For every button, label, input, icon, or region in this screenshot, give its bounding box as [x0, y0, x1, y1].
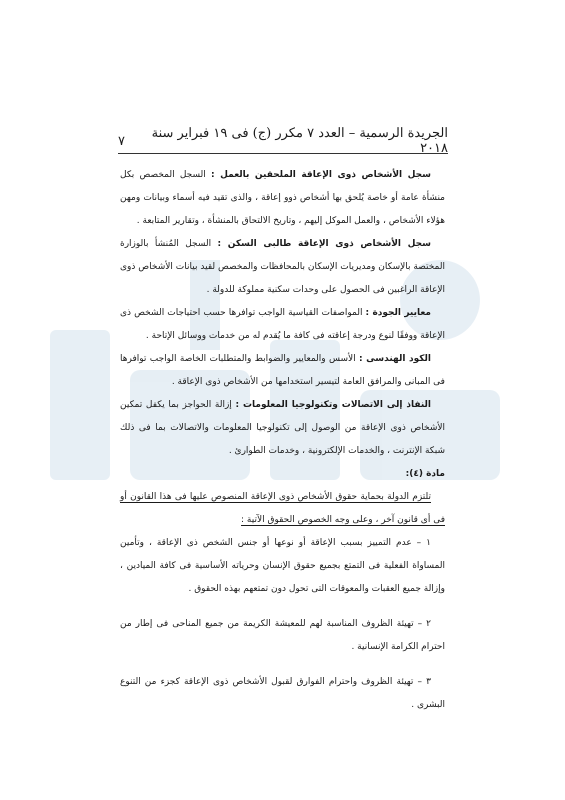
- spacer: [120, 601, 445, 613]
- article-item: ٣ – تهيئة الظروف واحترام الفوارق لقبول الأشخاص ذوى الإعاقة كجزء من التنوع البشرى .: [120, 677, 445, 710]
- definition-term: الكود الهندسى :: [358, 354, 431, 364]
- page-header: [118, 126, 448, 156]
- definition-paragraph: [120, 233, 445, 302]
- definition-paragraph: [120, 302, 445, 348]
- document-body: [120, 164, 445, 717]
- header-title: الجريدة الرسمية – العدد ٧ مكرر (ج) فى ١٩ فبراير سنة ٢٠١٨: [151, 126, 448, 156]
- article-item: ١ – عدم التمييز بسبب الإعاقة أو نوعها أو جنس الشخص ذى الإعاقة ، وتأمين المساواة الفعلية فى التمتع بجميع حقوق الإنسان وحرياته الأساسية فى كافة الميادين ، وإزالة جميع العقبات والمعوقات التى تحول دون تمتعهم بهذه الحقوق .: [120, 538, 445, 594]
- definition-term: سجل الأشخاص ذوى الإعاقة الملحقين بالعمل :: [211, 170, 432, 180]
- definition-term: النفاذ إلى الاتصالات وتكنولوجيا المعلومات :: [235, 400, 431, 410]
- definition-text: الأسس والمعايير والضوابط والمتطلبات الخاصة الواجب توافرها فى المبانى والمرافق العامة لتيسير استخدامها من الأشخاص ذوى الإعاقة .: [120, 354, 445, 387]
- definition-text: السجل المُنشأ بالوزارة المختصة بالإسكان ومديريات الإسكان بالمحافظات والمخصص لقيد بيانات الأشخاص ذوى الإعاقة الراغبين فى الحصول على وحدات سكنية مملوكة للدولة .: [120, 239, 445, 295]
- definition-text: إزالة الحواجز بما يكفل تمكين الأشخاص ذوى الإعاقة من الوصول إلى تكنولوجيا المعلومات والاتصالات بما فى ذلك شبكة الإنترنت ، والخدمات الإلكترونية ، وخدمات الطوارئ .: [120, 400, 445, 456]
- spacer: [120, 659, 445, 671]
- definition-text: السجل المخصص بكل منشأة عامة أو خاصة يُلحق بها أشخاص ذوو إعاقة ، والذى تقيد فيه أسماء وبيانات ومهن هؤلاء الأشخاص ، والعمل الموكل إليهم ، وتاريخ الالتحاق بالمنشأة ، وتقارير المتابعة .: [120, 170, 445, 226]
- article-heading: مادة (٤):: [405, 469, 445, 479]
- article-item: ٢ – تهيئة الظروف المناسبة لهم للمعيشة الكريمة من جميع المناحى فى إطار من احترام الكرامة الإنسانية .: [120, 619, 445, 652]
- article-intro: تلتزم الدولة بحماية حقوق الأشخاص ذوى الإعاقة المنصوص عليها فى هذا القانون أو فى أى قانون آخر ، وعلى وجه الخصوص الحقوق الآتية :: [120, 492, 445, 525]
- definition-term: سجل الأشخاص ذوى الإعاقة طالبى السكن :: [217, 239, 431, 249]
- definition-paragraph: [120, 348, 445, 394]
- definition-text: المواصفات القياسية الواجب توافرها حسب احتياجات الشخص ذى الإعاقة ووفقًا لنوع ودرجة إعاقته فى كافة ما يُقدم له من خدمات ووسائل الإتاحة .: [120, 308, 445, 341]
- definition-paragraph: [120, 164, 445, 233]
- header-divider: [118, 153, 448, 154]
- definition-term: معايير الجودة :: [365, 308, 431, 318]
- page-number: ٧: [118, 133, 125, 149]
- definition-paragraph: [120, 394, 445, 463]
